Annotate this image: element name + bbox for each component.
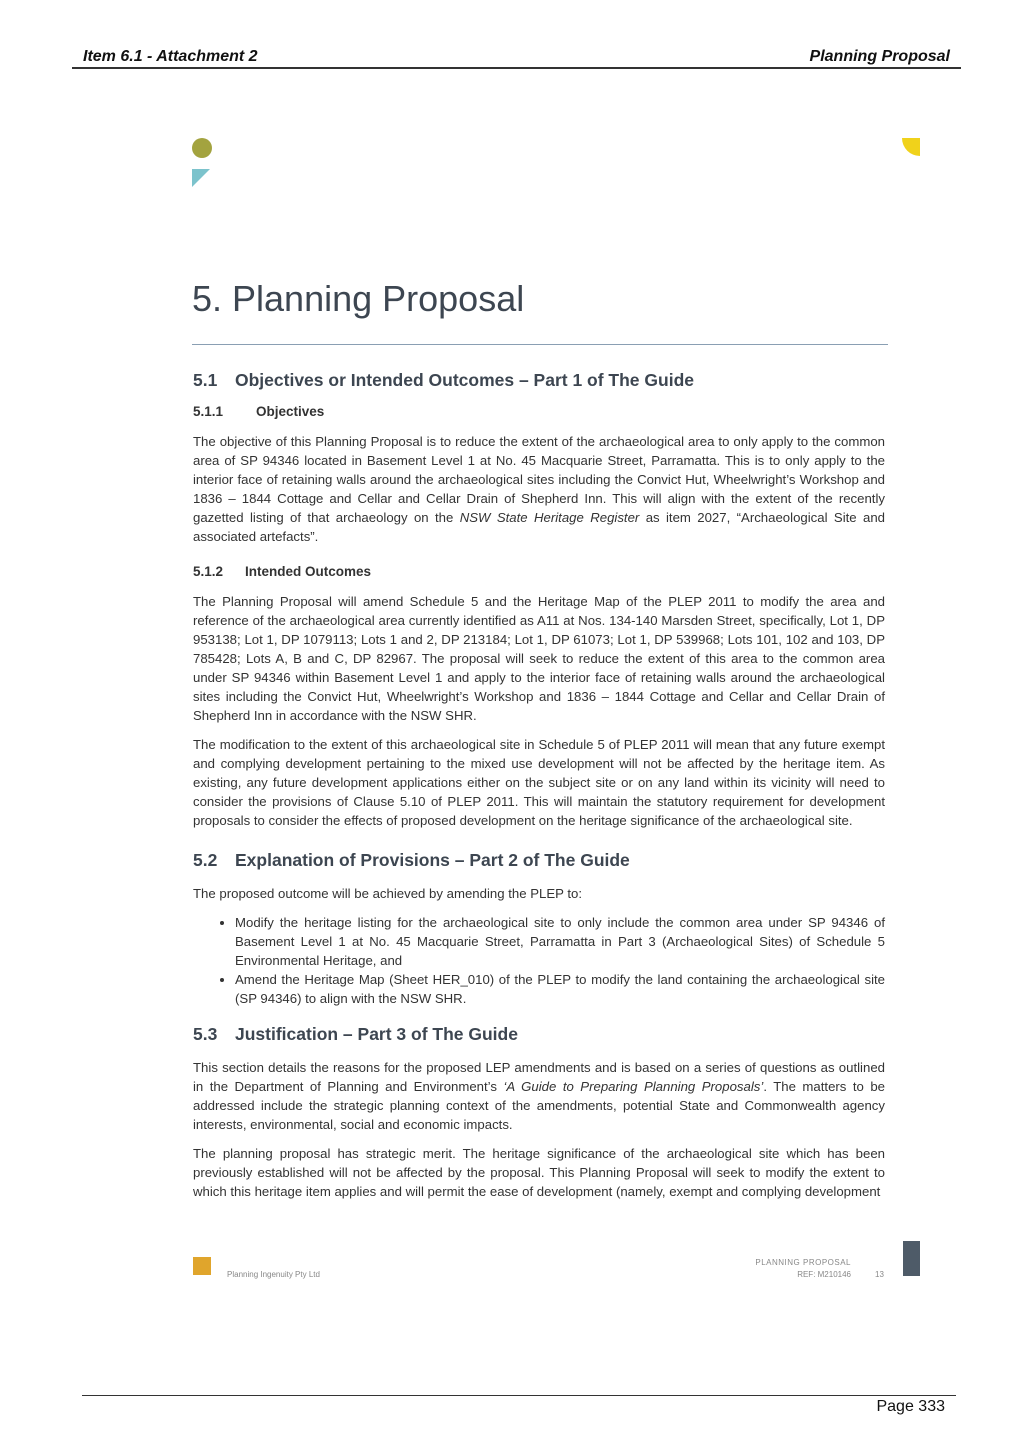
section-5-1-1-heading: 5.1.1 Objectives [193, 404, 325, 419]
outcomes-paragraph-1: The Planning Proposal will amend Schedule 5 and the Heritage Map of the PLEP 2011 to modify the area and reference of the archaeological area currently identified as A11 at Nos. 134-140 Marsden Street, specifically, Lot 1, DP 953138; Lot 1, DP 1079113; Lots 1 and 2, DP 213184; Lot 1, DP 61073; Lot 1, DP 539968; Lots 101, 102 and 103, DP 785428; Lots A, B and C, DP 82967. The proposal will seek to reduce the extent of this area to the common area under SP 94346 within Basement Level 1 and apply to the interior face of retaining walls around the archaeological sites including the Convict Hut, Wheelwright’s Workshop and 1836 – 1844 Cottage and Cellar and Cellar Drain of Shepherd Inn in accordance with the NSW SHR. [193, 594, 885, 723]
footer-bar [903, 1241, 920, 1276]
page-footer-rule [82, 1395, 956, 1396]
list-item: • Amend the Heritage Map (Sheet HER_010) of the PLEP to modify the land containing the archaeological site (SP 94346) to align with the NSW SHR. [235, 970, 885, 1008]
footer-logo-square [193, 1257, 211, 1275]
footer-company: Planning Ingenuity Pty Ltd [227, 1270, 320, 1279]
page-title: 5. Planning Proposal [192, 278, 525, 319]
section-5-2-heading: 5.2 Explanation of Provisions – Part 2 of The Guide [193, 850, 630, 870]
footer-page-number: 13 [875, 1270, 884, 1279]
header-document-label: Planning Proposal [809, 48, 950, 65]
section-5-3-heading: 5.3 Justification – Part 3 of The Guide [193, 1024, 518, 1044]
page-number: Page 333 [876, 1398, 945, 1415]
header-rule [72, 67, 961, 69]
decor-triangle-icon [192, 169, 210, 187]
outcomes-paragraph-2: The modification to the extent of this archaeological site in Schedule 5 of PLEP 2011 will mean that any future exempt and complying development pertaining to the mixed use development will not be affected by the heritage item. As existing, any future development applications either on the subject site or on any land within its vicinity will need to consider the provisions of Clause 5.10 of PLEP 2011. This will maintain the statutory requirement for development proposals to consider the effects of proposed development on the heritage significance of the archaeological site. [193, 737, 885, 828]
decor-corner-icon [902, 138, 920, 156]
section-5-1-2-heading: 5.1.2 Intended Outcomes [193, 564, 372, 579]
list-item: • Modify the heritage listing for the archaeological site to only include the common area under SP 94346 of Basement Level 1 at No. 45 Macquarie Street, Parramatta in Part 3 (Archaeological Sites) of Schedule 5 Environmental Heritage, and [235, 913, 885, 970]
footer-doc-type: PLANNING PROPOSAL [755, 1258, 851, 1267]
document-body [193, 370, 885, 1211]
provisions-list [193, 913, 885, 1008]
objectives-paragraph: The objective of this Planning Proposal is to reduce the extent of the archaeological area to only apply to the common area of SP 94346 located in Basement Level 1 at No. 45 Macquarie Street, Parramatta. This is to only apply to the interior face of retaining walls around the archaeological sites including the Convict Hut, Wheelwright’s Workshop and 1836 – 1844 Cottage and Cellar and Cellar Drain of Shepherd Inn. This will align with the extent of the recently gazetted listing of that archaeology on the NSW State Heritage Register as item 2027, “Archaeological Site and associated artefacts”. [193, 434, 885, 544]
justification-paragraph-2: The planning proposal has strategic merit. The heritage significance of the archaeological site which has been previously established will not be affected by the proposal. This Planning Proposal will seek to modify the extent to which this heritage item applies and will permit the ease of development (namely, exempt and complying development [193, 1146, 885, 1199]
decor-dot-icon [192, 138, 212, 158]
footer-reference: REF: M210146 [797, 1270, 851, 1279]
provisions-intro: The proposed outcome will be achieved by amending the PLEP to: [193, 886, 583, 901]
justification-paragraph-1: This section details the reasons for the proposed LEP amendments and is based on a series of questions as outlined in the Department of Planning and Environment’s ‘A Guide to Preparing Planning Proposals’. The matters to be addressed include the strategic planning context of the amendments, potential State and Commonwealth agency interests, environmental, social and economic impacts. [193, 1060, 885, 1132]
section-5-1-heading: 5.1 Objectives or Intended Outcomes – Part 1 of The Guide [193, 370, 694, 390]
title-divider [192, 344, 888, 345]
header-attachment-label: Item 6.1 - Attachment 2 [83, 48, 258, 65]
